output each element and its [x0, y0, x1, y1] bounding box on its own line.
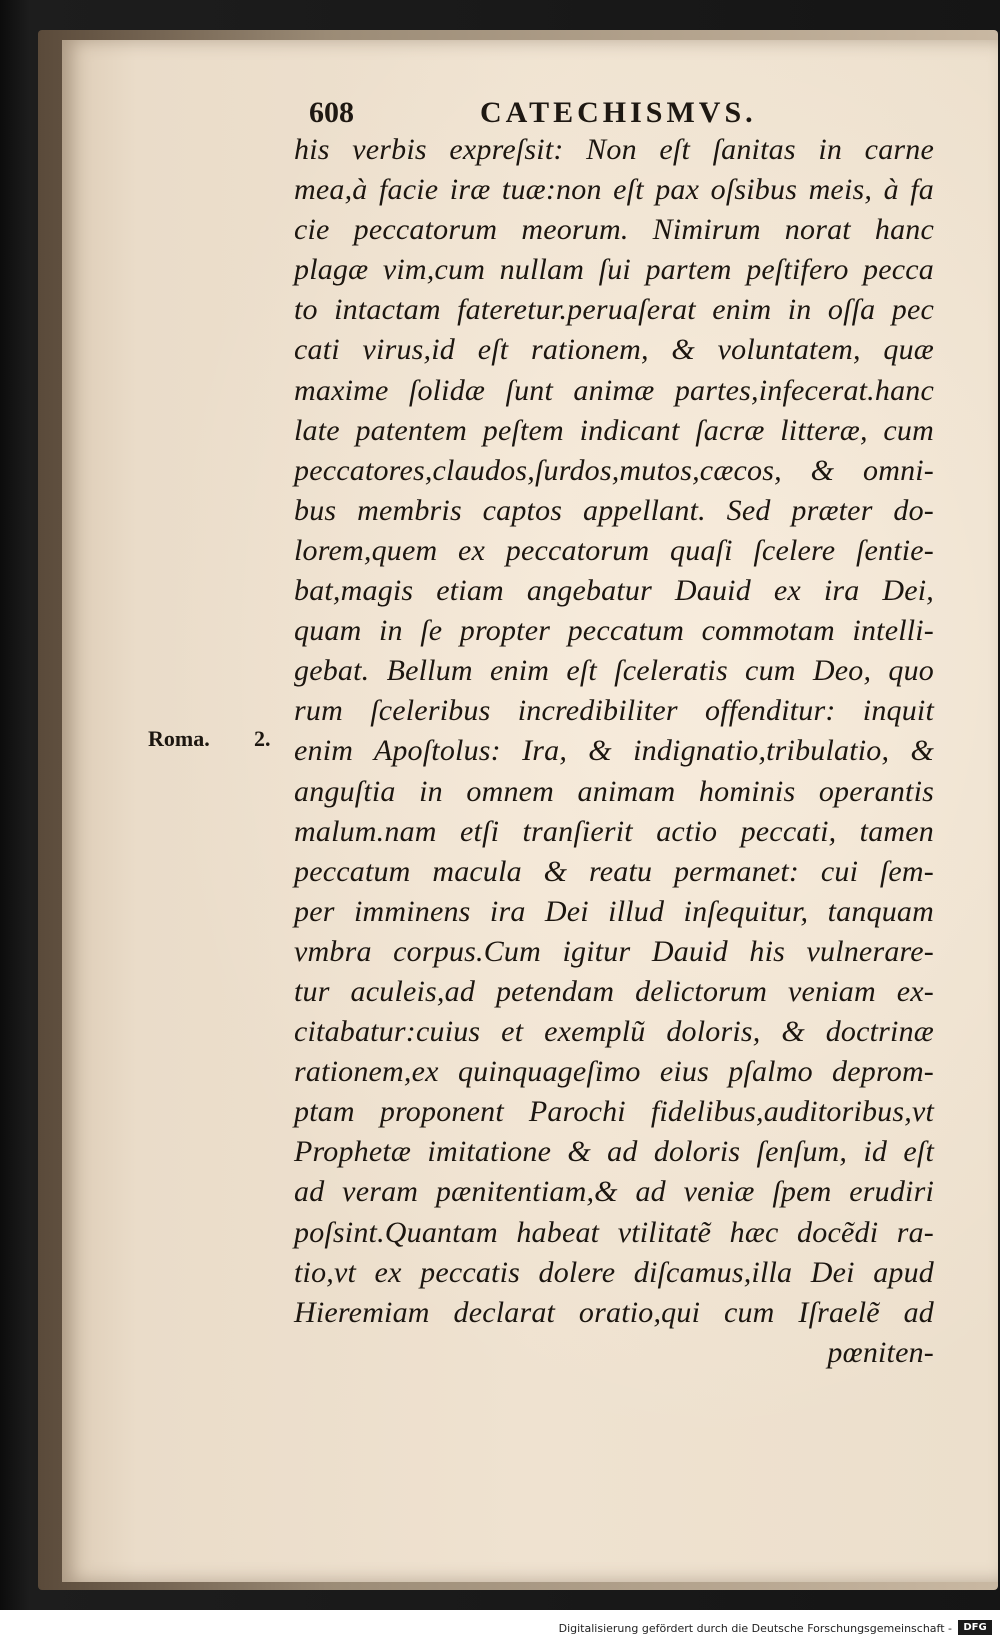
text-line: cati virus,id eſt rationem, & voluntatem, quæ	[294, 333, 934, 367]
text-line: enim Apoſtolus: Ira, & indignatio,tribulatio, &	[294, 734, 934, 768]
text-line: vmbra corpus.Cum igitur Dauid his vulnerare-	[294, 934, 934, 968]
text-line: lorem,quem ex peccatorum quaſi ſcelere ſentie-	[294, 533, 934, 567]
text-line: ad veram pænitentiam,& ad veniæ ſpem erudiri	[294, 1175, 934, 1209]
text-line: tur aculeis,ad petendam delictorum veniam ex-	[294, 974, 934, 1008]
text-line: cie peccatorum meorum. Nimirum norat hanc	[294, 213, 934, 247]
text-line: maxime ſolidæ ſunt animæ partes,infecerat.hanc	[294, 373, 934, 407]
text-line: rationem,ex quinquageſimo eius pſalmo deprom-	[294, 1055, 934, 1089]
text-line: gebat. Bellum enim eſt ſceleratis cum Deo, quo	[294, 654, 934, 688]
text-line: his verbis expreſsit: Non eſt ſanitas in carne	[294, 133, 934, 166]
text-line: mea,à facie iræ tuæ:non eſt pax oſsibus meis, à fa	[294, 173, 934, 207]
text-line: tio,vt ex peccatis dolere diſcamus,illa Dei apud	[294, 1255, 934, 1289]
text-line: citabatur:cuius et exemplũ doloris, & doctrinæ	[294, 1015, 934, 1049]
text-line: late patentem peſtem indicant ſacræ litteræ, cum	[294, 413, 934, 447]
text-line: plagæ vim,cum nullam ſui partem peſtifero pecca	[294, 253, 934, 287]
text-line: malum.nam etſi tranſierit actio peccati, tamen	[294, 814, 934, 848]
funding-credit: Digitalisierung gefördert durch die Deutsche Forschungsgemeinschaft -	[558, 1622, 952, 1635]
text-line: pœniten-	[827, 1335, 934, 1369]
text-line: peccatum macula & reatu permanet: cui ſem-	[294, 854, 934, 888]
dfg-logo: DFG	[958, 1620, 992, 1635]
book-page	[62, 40, 998, 1582]
text-line: Prophetæ imitatione & ad doloris ſenſum, id eſt	[294, 1135, 934, 1169]
text-line: anguſtia in omnem animam hominis operantis	[294, 774, 934, 808]
text-line: Hieremiam declarat oratio,qui cum Iſraelẽ ad	[294, 1295, 934, 1329]
text-line: poſsint.Quantam habeat vtilitatẽ hæc docẽdi ra-	[294, 1215, 934, 1249]
page-number: 608	[309, 96, 354, 129]
text-line: bat,magis etiam angebatur Dauid ex ira Dei,	[294, 574, 934, 608]
body-text	[294, 130, 934, 1373]
text-line: rum ſceleribus incredibiliter offenditur: inquit	[294, 694, 934, 728]
text-line: quam in ſe propter peccatum commotam intelli-	[294, 614, 934, 648]
running-title: CATECHISMVS.	[480, 96, 757, 129]
text-line: peccatores,claudos,ſurdos,mutos,cæcos, & omni-	[294, 453, 934, 487]
text-line: to intactam fateretur.peruaſerat enim in oſſa pec	[294, 293, 934, 327]
margin-reference-number: 2.	[254, 726, 271, 751]
text-line: bus membris captos appellant. Sed præter do-	[294, 493, 934, 527]
digitization-footer	[0, 1610, 1000, 1645]
text-line: per imminens ira Dei illud inſequitur, tanquam	[294, 894, 934, 928]
text-line: ptam proponent Parochi fidelibus,auditoribus,vt	[294, 1095, 934, 1129]
margin-reference: Roma.	[148, 726, 210, 751]
